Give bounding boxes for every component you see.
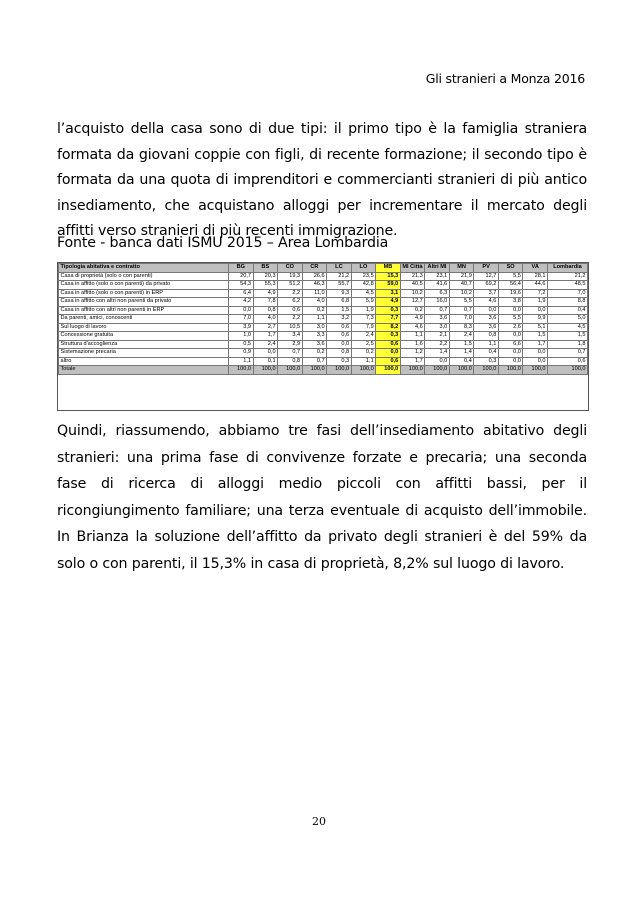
table-cell: 5,1 xyxy=(523,323,548,332)
table-cell: 3,6 xyxy=(474,323,499,332)
column-header: CR xyxy=(302,264,327,273)
table-cell: 0,8 xyxy=(278,357,303,366)
table-cell: 0,0 xyxy=(229,306,254,315)
table-cell: 1,6 xyxy=(400,340,425,349)
table-cell: 0,7 xyxy=(449,306,474,315)
table-cell: 0,0 xyxy=(498,332,523,341)
table-cell: 2,7 xyxy=(253,323,278,332)
table-cell: 0,8 xyxy=(474,332,499,341)
table-cell: 3,9 xyxy=(229,323,254,332)
table-cell: 54,3 xyxy=(229,281,254,290)
table-cell: 7,7 xyxy=(376,315,401,324)
table-cell: 9,3 xyxy=(327,289,352,298)
table-cell: 3,6 xyxy=(474,315,499,324)
table-cell: 100,0 xyxy=(548,366,588,375)
table-cell: 4,9 xyxy=(376,298,401,307)
table-cell: 0,0 xyxy=(498,349,523,358)
table-cell: 100,0 xyxy=(474,366,499,375)
table-cell: 21,2 xyxy=(548,272,588,281)
table-cell: 4,9 xyxy=(400,315,425,324)
table-cell: 10,5 xyxy=(278,323,303,332)
table-row xyxy=(59,315,588,324)
table-cell: 3,3 xyxy=(302,332,327,341)
table-cell: 2,2 xyxy=(425,340,450,349)
table-cell: 0,7 xyxy=(548,349,588,358)
row-label: Da parenti, amici, conoscenti xyxy=(59,315,229,324)
paragraph-summary: Quindi, riassumendo, abbiamo tre fasi dell’insediamento abitativo degli stranieri: una prima fase di convivenze forzate e precaria; una seconda fase di ricerca di alloggi medio piccoli con affitti bassi, per il ricongiungimento familiare; una terza eventuale di acquisto dell’immobile. In Brianza la soluzione dell’affitto da privato degli stranieri è del 59% da solo o con parenti, il 15,3% in casa di proprietà, 8,2% sul luogo di lavoro. xyxy=(57,423,587,572)
table-cell: 1,5 xyxy=(548,332,588,341)
table-cell: 100,0 xyxy=(400,366,425,375)
column-header: Lombardia xyxy=(548,264,588,273)
table-cell: 3,4 xyxy=(278,332,303,341)
column-header: LO xyxy=(351,264,376,273)
table-cell: 100,0 xyxy=(351,366,376,375)
column-header: MB xyxy=(376,264,401,273)
table-cell: 10,2 xyxy=(449,289,474,298)
table-cell: 2,1 xyxy=(425,332,450,341)
table-cell: 4,0 xyxy=(302,298,327,307)
table-cell: 0,3 xyxy=(474,357,499,366)
housing-table xyxy=(58,263,588,375)
housing-table-container xyxy=(57,262,589,411)
table-cell: 1,7 xyxy=(523,340,548,349)
table-cell: 0,1 xyxy=(253,357,278,366)
row-label: Casa di proprietà (solo o con parenti) xyxy=(59,272,229,281)
table-cell: 0,4 xyxy=(449,357,474,366)
row-label: Struttura d'accoglienza xyxy=(59,340,229,349)
table-cell: 40,5 xyxy=(400,281,425,290)
table-cell: 0,0 xyxy=(523,357,548,366)
table-cell: 21,9 xyxy=(449,272,474,281)
table-row xyxy=(59,366,588,375)
table-cell: 4,6 xyxy=(474,298,499,307)
table-cell: 100,0 xyxy=(425,366,450,375)
table-cell: 4,5 xyxy=(351,289,376,298)
table-cell: 44,6 xyxy=(523,281,548,290)
table-cell: 0,2 xyxy=(351,349,376,358)
table-cell: 0,0 xyxy=(327,340,352,349)
table-cell: 46,3 xyxy=(302,281,327,290)
column-header: BG xyxy=(229,264,254,273)
table-cell: 1,9 xyxy=(523,298,548,307)
column-header: VA xyxy=(523,264,548,273)
table-cell: 3,8 xyxy=(498,298,523,307)
table-cell: 8,2 xyxy=(376,323,401,332)
column-header: LC xyxy=(327,264,352,273)
running-header: Gli stranieri a Monza 2016 xyxy=(425,71,585,86)
table-cell: 1,1 xyxy=(302,315,327,324)
paragraph-intro: l’acquisto della casa sono di due tipi: il primo tipo è la famiglia straniera formata da giovani coppie con figli, di recente formazione; il secondo tipo è formata da una quota di imprenditori e commercianti stranieri di più antico insediamento, che acquistano alloggi per incrementare il mercato degli affitti verso stranieri di più recenti immigrazione. xyxy=(57,121,587,239)
table-cell: 0,0 xyxy=(498,357,523,366)
table-cell: 2,2 xyxy=(278,289,303,298)
table-row xyxy=(59,332,588,341)
table-cell: 21,2 xyxy=(327,272,352,281)
table-cell: 5,5 xyxy=(498,272,523,281)
row-label: Casa in affitto con altri non parenti da privato xyxy=(59,298,229,307)
table-cell: 16,0 xyxy=(425,298,450,307)
column-header: Altri MI xyxy=(425,264,450,273)
table-row xyxy=(59,298,588,307)
table-cell: 10,2 xyxy=(400,289,425,298)
table-cell: 0,7 xyxy=(302,357,327,366)
table-cell: 69,2 xyxy=(474,281,499,290)
table-row xyxy=(59,340,588,349)
table-cell: 0,2 xyxy=(302,306,327,315)
table-cell: 0,6 xyxy=(278,306,303,315)
column-header: PV xyxy=(474,264,499,273)
table-cell: 0,0 xyxy=(376,349,401,358)
table-cell: 1,1 xyxy=(474,340,499,349)
table-cell: 0,3 xyxy=(376,306,401,315)
column-header: MI Città xyxy=(400,264,425,273)
table-cell: 0,0 xyxy=(253,349,278,358)
row-label: Casa in affitto con altri non parenti in ERP xyxy=(59,306,229,315)
table-cell: 1,0 xyxy=(229,332,254,341)
column-header: Tipologia abitativa e contratto xyxy=(59,264,229,273)
table-cell: 19,6 xyxy=(498,289,523,298)
row-label: Sul luogo di lavoro xyxy=(59,323,229,332)
table-cell: 100,0 xyxy=(278,366,303,375)
column-header: SO xyxy=(498,264,523,273)
table-cell: 100,0 xyxy=(302,366,327,375)
table-cell: 51,2 xyxy=(278,281,303,290)
table-cell: 20,7 xyxy=(229,272,254,281)
row-label: Sistemazione precaria xyxy=(59,349,229,358)
table-cell: 1,2 xyxy=(400,349,425,358)
table-cell: 0,0 xyxy=(474,306,499,315)
table-cell: 12,7 xyxy=(474,272,499,281)
table-cell: 0,6 xyxy=(327,332,352,341)
table-row xyxy=(59,289,588,298)
table-cell: 2,6 xyxy=(498,323,523,332)
table-cell: 2,2 xyxy=(278,315,303,324)
table-cell: 41,6 xyxy=(425,281,450,290)
table-cell: 4,5 xyxy=(548,323,588,332)
table-cell: 7,2 xyxy=(523,289,548,298)
table-cell: 11,0 xyxy=(302,289,327,298)
table-cell: 55,3 xyxy=(253,281,278,290)
table-cell: 1,9 xyxy=(351,306,376,315)
table-cell: 1,1 xyxy=(351,357,376,366)
table-cell: 0,8 xyxy=(253,306,278,315)
table-cell: 1,7 xyxy=(400,357,425,366)
table-cell: 26,6 xyxy=(302,272,327,281)
table-cell: 7,8 xyxy=(253,298,278,307)
table-cell: 1,5 xyxy=(327,306,352,315)
table-cell: 40,7 xyxy=(449,281,474,290)
table-cell: 100,0 xyxy=(253,366,278,375)
table-cell: 100,0 xyxy=(229,366,254,375)
table-cell: 100,0 xyxy=(376,366,401,375)
table-cell: 55,7 xyxy=(327,281,352,290)
table-cell: 12,7 xyxy=(400,298,425,307)
table-cell: 8,3 xyxy=(449,323,474,332)
table-cell: 1,8 xyxy=(548,340,588,349)
table-cell: 100,0 xyxy=(498,366,523,375)
table-cell: 0,0 xyxy=(498,306,523,315)
table-row xyxy=(59,306,588,315)
table-cell: 7,0 xyxy=(548,289,588,298)
table-row xyxy=(59,349,588,358)
table-cell: 59,0 xyxy=(376,281,401,290)
table-cell: 6,4 xyxy=(229,289,254,298)
table-cell: 0,9 xyxy=(229,349,254,358)
row-label: Casa in affitto (solo o con parenti) da privato xyxy=(59,281,229,290)
table-cell: 0,3 xyxy=(376,332,401,341)
table-cell: 1,7 xyxy=(253,332,278,341)
table-cell: 4,2 xyxy=(229,298,254,307)
table-cell: 1,5 xyxy=(523,332,548,341)
table-cell: 3,0 xyxy=(302,323,327,332)
table-cell: 0,7 xyxy=(278,349,303,358)
table-cell: 1,1 xyxy=(400,332,425,341)
table-cell: 0,8 xyxy=(327,349,352,358)
table-cell: 0,6 xyxy=(548,357,588,366)
table-cell: 5,0 xyxy=(548,315,588,324)
table-row xyxy=(59,272,588,281)
table-body xyxy=(59,272,588,374)
table-cell: 23,5 xyxy=(351,272,376,281)
table-cell: 7,9 xyxy=(351,323,376,332)
table-cell: 100,0 xyxy=(327,366,352,375)
table-cell: 5,5 xyxy=(449,298,474,307)
table-cell: 2,4 xyxy=(449,332,474,341)
table-cell: 4,6 xyxy=(400,323,425,332)
table-row xyxy=(59,323,588,332)
table-cell: 0,4 xyxy=(548,306,588,315)
table-cell: 2,5 xyxy=(351,340,376,349)
column-header: MN xyxy=(449,264,474,273)
table-cell: 0,3 xyxy=(327,357,352,366)
table-cell: 23,1 xyxy=(425,272,450,281)
table-cell: 5,9 xyxy=(351,298,376,307)
table-cell: 28,1 xyxy=(523,272,548,281)
table-cell: 0,0 xyxy=(523,306,548,315)
table-cell: 6,8 xyxy=(327,298,352,307)
table-cell: 19,3 xyxy=(278,272,303,281)
table-cell: 7,0 xyxy=(449,315,474,324)
table-cell: 0,6 xyxy=(376,340,401,349)
table-cell: 2,4 xyxy=(253,340,278,349)
table-header-row xyxy=(59,264,588,273)
table-cell: 0,4 xyxy=(474,349,499,358)
table-cell: 0,7 xyxy=(425,306,450,315)
table-cell: 20,3 xyxy=(253,272,278,281)
table-cell: 1,5 xyxy=(449,340,474,349)
table-cell: 48,5 xyxy=(548,281,588,290)
table-cell: 0,6 xyxy=(376,357,401,366)
column-header: BS xyxy=(253,264,278,273)
row-label: Concessione gratuita xyxy=(59,332,229,341)
table-cell: 0,0 xyxy=(523,349,548,358)
table-cell: 3,0 xyxy=(425,323,450,332)
table-row xyxy=(59,357,588,366)
table-cell: 3,7 xyxy=(474,289,499,298)
source-caption: Fonte - banca dati ISMU 2015 – Area Lombardia xyxy=(57,235,389,251)
table-cell: 3,6 xyxy=(302,340,327,349)
table-cell: 6,3 xyxy=(425,289,450,298)
row-label: altro xyxy=(59,357,229,366)
table-cell: 3,2 xyxy=(327,315,352,324)
table-cell: 9,9 xyxy=(523,315,548,324)
table-cell: 2,9 xyxy=(278,340,303,349)
table-cell: 6,6 xyxy=(498,340,523,349)
table-cell: 0,0 xyxy=(425,357,450,366)
table-cell: 56,4 xyxy=(498,281,523,290)
table-cell: 1,4 xyxy=(425,349,450,358)
table-row xyxy=(59,281,588,290)
row-label: Casa in affitto (solo o con parenti) in ERP xyxy=(59,289,229,298)
table-cell: 0,2 xyxy=(302,349,327,358)
table-cell: 100,0 xyxy=(449,366,474,375)
table-cell: 4,9 xyxy=(253,289,278,298)
table-cell: 8,8 xyxy=(548,298,588,307)
table-cell: 2,4 xyxy=(351,332,376,341)
table-cell: 0,5 xyxy=(229,340,254,349)
table-cell: 15,3 xyxy=(376,272,401,281)
row-label: Totale xyxy=(59,366,229,375)
table-cell: 0,6 xyxy=(327,323,352,332)
table-cell: 100,0 xyxy=(523,366,548,375)
table-cell: 3,1 xyxy=(376,289,401,298)
table-cell: 1,1 xyxy=(229,357,254,366)
table-cell: 42,8 xyxy=(351,281,376,290)
table-cell: 21,3 xyxy=(400,272,425,281)
table-cell: 7,0 xyxy=(229,315,254,324)
page-number: 20 xyxy=(312,815,326,828)
table-cell: 0,2 xyxy=(400,306,425,315)
table-cell: 7,3 xyxy=(351,315,376,324)
table-cell: 4,0 xyxy=(253,315,278,324)
table-cell: 3,6 xyxy=(425,315,450,324)
table-cell: 5,5 xyxy=(498,315,523,324)
table-cell: 6,2 xyxy=(278,298,303,307)
table-cell: 1,4 xyxy=(449,349,474,358)
column-header: CO xyxy=(278,264,303,273)
